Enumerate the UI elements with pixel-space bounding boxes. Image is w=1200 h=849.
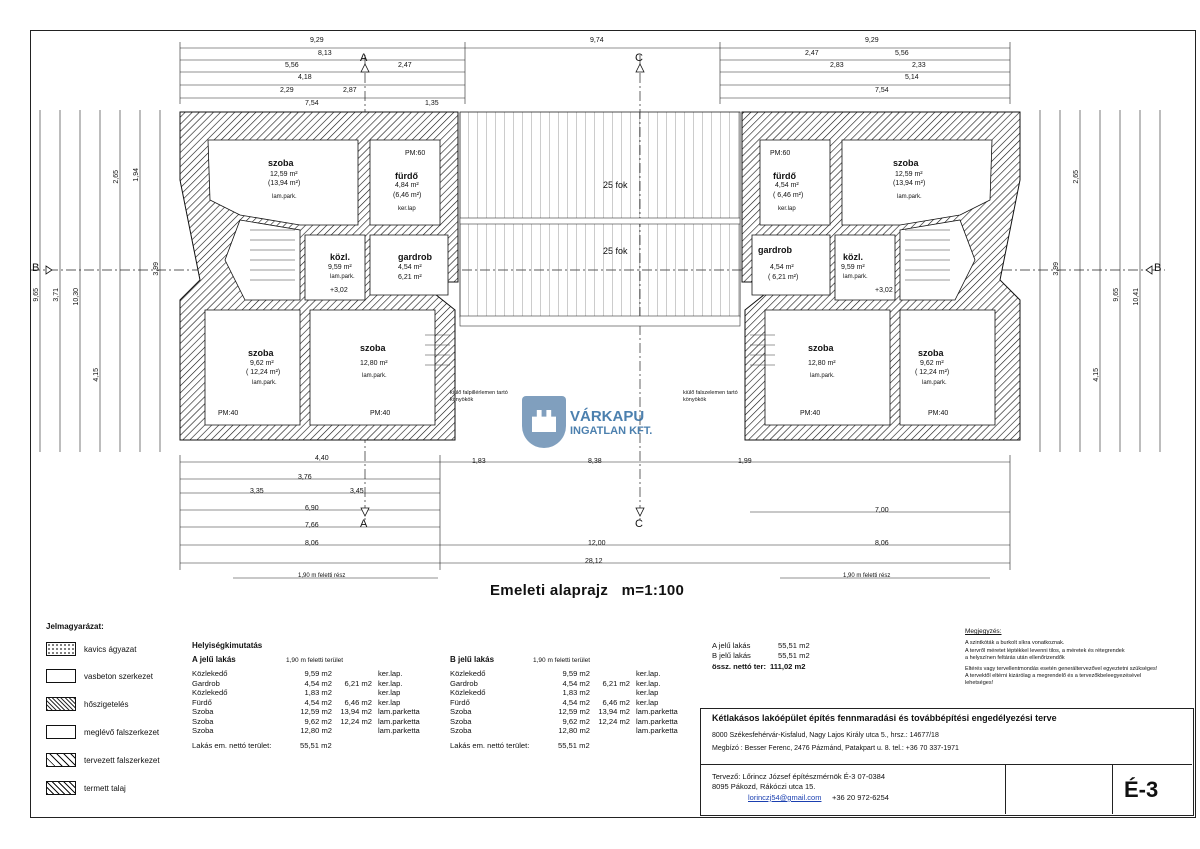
table-cell: Fürdő — [450, 697, 470, 707]
roof-area — [460, 112, 740, 326]
room-a-6-name: szoba — [360, 343, 386, 353]
table-cell: 6,21 m2 — [602, 678, 630, 688]
table-cell: lam.parketta — [378, 707, 420, 716]
legend-label: tervezett falszerkezet — [84, 755, 160, 765]
soil-swatch-icon — [46, 781, 76, 795]
table-cell: 6,21 m2 — [344, 678, 372, 688]
dim-right-5: 3,99 — [1053, 262, 1060, 276]
schedule-a-total: 55,51 m2 — [300, 741, 332, 750]
table-cell: 4,54 m2 — [304, 678, 332, 688]
room-b-4-name: gardrob — [758, 245, 793, 255]
dim-left-3: 10,30 — [73, 288, 80, 306]
table-row — [450, 707, 698, 717]
table-cell: Közlekedő — [450, 688, 486, 697]
room-b-4-area: 4,54 m² — [770, 264, 794, 271]
summary-a-value: 55,51 m2 — [778, 641, 810, 650]
top-dimension-lines — [180, 42, 1010, 104]
table-cell: 4,54 m2 — [304, 697, 332, 707]
legend-label: meglévő falszerkezet — [84, 727, 160, 737]
room-b-2-pm: PM:60 — [770, 150, 791, 157]
table-cell: ker.lap — [636, 688, 659, 697]
room-a-6-floor: lam.park. — [362, 373, 387, 379]
table-cell: 9,62 m2 — [562, 716, 590, 726]
roof-pitch-label-2: 25 fok — [603, 246, 628, 256]
dim-top-left-row3: 4,18 — [298, 74, 312, 81]
dim-left-5: 2,65 — [113, 170, 120, 184]
table-cell: Szoba — [450, 726, 472, 735]
dim-bottom-row5-right: 7,00 — [875, 507, 889, 514]
dim-right-3: 4,15 — [1093, 368, 1100, 382]
designer-email-link[interactable]: lorinczj54@gmail.com — [748, 793, 822, 802]
title-block-divider-v — [1005, 764, 1006, 814]
table-row — [450, 726, 698, 736]
legend-item-existing-wall — [46, 725, 159, 739]
dim-top-right-total: 9,29 — [865, 37, 879, 44]
room-b-2-area2: ( 6,46 m²) — [773, 192, 804, 199]
dim-left-6: 1,94 — [133, 168, 140, 182]
dim-bottom-total: 28,12 — [585, 558, 603, 565]
table-cell — [590, 688, 630, 698]
title-block-divider-v2 — [1112, 764, 1113, 814]
dim-top-right-row6: 7,54 — [875, 87, 889, 94]
dim-left-4: 4,15 — [93, 368, 100, 382]
schedule-a-table — [192, 669, 440, 736]
table-cell: Közlekedő — [450, 669, 486, 678]
table-cell — [332, 669, 372, 679]
table-cell: Szoba — [450, 707, 472, 716]
dim-top-left-row8: 1,35 — [425, 100, 439, 107]
designer-phone: +36 20 972-6254 — [832, 793, 889, 802]
dim-bottom-row3-b: 3,45 — [350, 488, 364, 495]
section-c-bottom: C — [635, 518, 643, 530]
room-a-3-floor: lam.park. — [330, 274, 355, 280]
table-cell — [590, 669, 630, 679]
dim-bottom-row2: 3,76 — [298, 474, 312, 481]
dim-top-right-row1: 2,47 — [805, 50, 819, 57]
summary-b-label: B jelű lakás — [712, 651, 751, 660]
table-cell: lam.parketta — [378, 726, 420, 735]
room-b-2-floor: ker.lap — [778, 206, 796, 212]
section-b-left: B — [32, 262, 40, 274]
table-cell: Szoba — [192, 716, 214, 726]
dim-left-7: 3,99 — [153, 262, 160, 276]
room-a-2-pm: PM:60 — [405, 150, 426, 157]
room-b-3-floor: lam.park. — [843, 274, 868, 280]
dim-bottom-row1-a: 4,40 — [315, 455, 329, 462]
height-note-right: 1,90 m feletti rész — [843, 573, 891, 579]
table-cell: ker.lap — [378, 688, 401, 697]
table-cell: 13,94 m2 — [598, 707, 630, 716]
dim-left-1: 9,65 — [33, 288, 40, 302]
project-title: Kétlakásos lakóépület építés fennmaradási és továbbépítési engedélyezési terve — [712, 713, 1057, 723]
table-cell: 6,46 m2 — [602, 697, 630, 707]
table-cell: 12,80 m2 — [558, 726, 590, 735]
schedule-b-note: 1,90 m feletti terület — [533, 657, 591, 664]
planned-wall-swatch-icon — [46, 753, 76, 767]
dim-bottom-row5: 7,66 — [305, 522, 319, 529]
table-cell: 12,80 m2 — [300, 726, 332, 735]
dim-right-4: 2,65 — [1073, 170, 1080, 184]
table-cell: lam.parketta — [636, 726, 678, 735]
table-cell: lam.parketta — [636, 716, 678, 726]
dim-bottom-row3-a: 3,35 — [250, 488, 264, 495]
table-cell: 6,46 m2 — [344, 697, 372, 707]
table-row — [450, 717, 698, 727]
table-cell: Gardrob — [450, 678, 478, 688]
dim-top-right-row4: 2,33 — [912, 62, 926, 69]
room-a-2-area: 4,84 m² — [395, 182, 419, 189]
room-a-5-area: 9,62 m² — [250, 360, 274, 367]
room-a-1-area2: (13,94 m²) — [268, 180, 301, 187]
table-cell: 12,24 m2 — [340, 716, 372, 726]
dim-bottom-row1-c: 8,38 — [588, 458, 602, 465]
dim-top-left-row1: 8,13 — [318, 50, 332, 57]
sheet-number: É-3 — [1124, 777, 1159, 802]
console-note-left: kiülő falpillérlemen tartó könyökök — [450, 390, 508, 403]
table-cell: ker.lap. — [636, 678, 661, 688]
summary-b-value: 55,51 m2 — [778, 651, 810, 660]
room-b-6-floor: lam.park. — [922, 380, 947, 386]
section-c-top: C — [635, 52, 643, 64]
legend-label: termett talaj — [84, 783, 126, 793]
room-a-4-area2: 6,21 m² — [398, 274, 422, 281]
room-a-3-area: 9,59 m² — [328, 264, 352, 271]
table-cell: 1,83 m2 — [562, 688, 590, 697]
remarks-title: Megjegyzés: — [965, 628, 1002, 635]
insulation-swatch-icon — [46, 697, 76, 711]
remarks-line: A szintkóták a burkolt síkra vonatkoznak. — [965, 640, 1065, 646]
room-a-5-floor: lam.park. — [252, 380, 277, 386]
table-row — [192, 726, 440, 736]
room-a-3-name: közl. — [330, 252, 351, 262]
room-b-6-area2: ( 12,24 m²) — [915, 369, 950, 376]
dim-top-right-row2: 5,56 — [895, 50, 909, 57]
dim-bottom-row6-c: 8,06 — [875, 540, 889, 547]
room-a-2-name: fürdő — [395, 171, 418, 181]
dim-bottom-row6-b: 12,00 — [588, 540, 606, 547]
legend-title: Jelmagyarázat: — [46, 622, 104, 631]
table-cell: Szoba — [192, 726, 214, 735]
legend-label: kavics ágyazat — [84, 644, 137, 654]
table-row — [450, 688, 698, 698]
room-a-6-area: 12,80 m² — [360, 360, 388, 367]
table-cell: Szoba — [450, 716, 472, 726]
dim-top-left-row7: 2,47 — [398, 62, 412, 69]
table-cell: 12,24 m2 — [598, 716, 630, 726]
schedule-title: Helyiségkimutatás — [192, 641, 263, 650]
dim-top-left-row6: 7,54 — [305, 100, 319, 107]
castle-shield-icon — [522, 396, 566, 448]
room-a-5-area2: ( 12,24 m²) — [246, 369, 281, 376]
dim-bottom-row1-b: 1,83 — [472, 458, 486, 465]
table-cell: 9,62 m2 — [304, 716, 332, 726]
room-b-1-area2: (13,94 m²) — [893, 180, 926, 187]
dim-top-right-row3: 2,83 — [830, 62, 844, 69]
table-row — [450, 679, 698, 689]
table-cell: ker.lap. — [636, 669, 661, 678]
summary-a-label: A jelű lakás — [712, 641, 751, 650]
table-cell — [332, 726, 372, 736]
legend-item-gravel — [46, 642, 136, 656]
remarks-line: A tervről méretet léptékkel levenni tilos, a méretek és rétegrendek — [965, 648, 1125, 654]
room-b-5-area: 12,80 m² — [808, 360, 836, 367]
logo-line2: INGATLAN KFT. — [570, 424, 653, 437]
table-row — [192, 688, 440, 698]
table-cell: 9,59 m2 — [304, 669, 332, 678]
table-cell: ker.lap. — [378, 669, 403, 678]
room-b-4-area2: ( 6,21 m²) — [768, 274, 799, 281]
table-row — [192, 707, 440, 717]
table-cell — [590, 726, 630, 736]
summary-total-value: 111,02 m2 — [770, 662, 806, 671]
table-cell: 1,83 m2 — [304, 688, 332, 697]
dim-bottom-row1-d: 1,99 — [738, 458, 752, 465]
table-cell: 12,59 m2 — [300, 707, 332, 716]
table-cell — [332, 688, 372, 698]
room-a-2-area2: (6,46 m²) — [393, 192, 422, 199]
window-b-1: PM:40 — [800, 410, 821, 417]
remarks-line: A tervektől eltérni kizárólag a megrendelő és a tervezőkbeleegyezésével — [965, 673, 1142, 679]
dim-top-left-row5: 2,87 — [343, 87, 357, 94]
table-row — [192, 717, 440, 727]
dim-top-left-total: 9,29 — [310, 37, 324, 44]
schedule-a-note: 1,90 m feletti terület — [286, 657, 344, 664]
room-b-6-area: 9,62 m² — [920, 360, 944, 367]
remarks-line: a helyszínen feltárás után ellenőrizendők — [965, 655, 1065, 661]
remarks-line: lehetséges! — [965, 680, 994, 686]
designer-address: 8095 Pákozd, Rákóczi utca 15. — [712, 782, 816, 791]
room-b-1-floor: lam.park. — [897, 194, 922, 200]
table-cell: ker.lap — [378, 697, 401, 707]
logo-line1: VÁRKAPU — [570, 407, 645, 425]
table-cell: lam.parketta — [378, 716, 420, 726]
table-cell: 4,54 m2 — [562, 678, 590, 688]
table-row — [192, 698, 440, 708]
schedule-a-total-label: Lakás em. nettó terület: — [192, 741, 272, 750]
legend-label: vasbeton szerkezet — [84, 671, 153, 681]
room-a-1-floor: lam.park. — [272, 194, 297, 200]
height-note-left: 1,90 m feletti rész — [298, 573, 346, 579]
table-cell: 4,54 m2 — [562, 697, 590, 707]
section-a-bottom: A — [360, 518, 368, 530]
table-cell: lam.parketta — [636, 707, 678, 716]
summary-total-label: össz. nettó ter: — [712, 662, 767, 671]
table-cell: 12,59 m2 — [558, 707, 590, 716]
room-a-1-area: 12,59 m² — [270, 171, 298, 178]
room-b-2-name: fürdő — [773, 171, 796, 181]
table-cell: Fürdő — [192, 697, 212, 707]
table-cell: Szoba — [192, 707, 214, 716]
legend-label: hőszigetelés — [84, 699, 129, 709]
legend-item-concrete — [46, 669, 153, 683]
table-row — [450, 698, 698, 708]
room-b-2-area: 4,54 m² — [775, 182, 799, 189]
schedule-b-total: 55,51 m2 — [558, 741, 590, 750]
drawing-title: Emeleti alaprajz m=1:100 — [490, 582, 685, 599]
company-logo — [522, 396, 652, 448]
schedule-a-title: A jelű lakás — [192, 655, 236, 664]
dim-top-mid-total: 9,74 — [590, 37, 604, 44]
room-a-5-name: szoba — [248, 348, 274, 358]
room-b-3-area: 9,59 m² — [841, 264, 865, 271]
dim-bottom-row6-a: 8,06 — [305, 540, 319, 547]
table-cell: 13,94 m2 — [340, 707, 372, 716]
section-b-right: B — [1154, 262, 1162, 274]
dim-bottom-row4: 6,90 — [305, 505, 319, 512]
table-cell: ker.lap — [636, 697, 659, 707]
concrete-swatch-icon — [46, 669, 76, 683]
table-row — [192, 669, 440, 679]
room-a-2-floor: ker.lap — [398, 206, 416, 212]
room-a-4-area: 4,54 m² — [398, 264, 422, 271]
legend-item-planned-wall — [46, 753, 160, 767]
schedule-b-title: B jelű lakás — [450, 655, 495, 664]
room-a-4-name: gardrob — [398, 252, 433, 262]
existing-wall-swatch-icon — [46, 725, 76, 739]
table-cell: ker.lap. — [378, 678, 403, 688]
room-b-3-name: közl. — [843, 252, 864, 262]
window-b-2: PM:40 — [928, 410, 949, 417]
dim-left-2: 3,71 — [53, 288, 60, 302]
room-b-1-area: 12,59 m² — [895, 171, 923, 178]
room-b-5-name: szoba — [808, 343, 834, 353]
dim-right-1: 10,41 — [1133, 288, 1140, 306]
legend-item-soil — [46, 781, 126, 795]
schedule-b-total-label: Lakás em. nettó terület: — [450, 741, 530, 750]
table-row — [450, 669, 698, 679]
window-a-2: PM:40 — [370, 410, 391, 417]
table-cell: Közlekedő — [192, 688, 228, 697]
room-a-1-name: szoba — [268, 158, 294, 168]
remarks-line: Eltérés vagy tervellentmondás esetén generáltervezővel egyeztetni szükséges! — [965, 666, 1158, 672]
dim-top-right-row5: 5,14 — [905, 74, 919, 81]
table-row — [192, 679, 440, 689]
room-b-6-name: szoba — [918, 348, 944, 358]
room-b-5-floor: lam.park. — [810, 373, 835, 379]
designer-name: Tervező: Lőrincz József építészmérnök É-3 07-0384 — [712, 772, 886, 781]
level-mark-a: +3,02 — [330, 287, 348, 294]
client-info: Megbízó : Besser Ferenc, 2476 Pázmánd, Patakpart u. 8. tel.: +36 70 337-1971 — [712, 745, 959, 752]
window-a-1: PM:40 — [218, 410, 239, 417]
dim-top-left-row4: 2,29 — [280, 87, 294, 94]
schedule-b-table — [450, 669, 698, 736]
table-cell: Gardrob — [192, 678, 220, 688]
roof-pitch-label-1: 25 fok — [603, 180, 628, 190]
dim-top-left-row2: 5,56 — [285, 62, 299, 69]
gravel-swatch-icon — [46, 642, 76, 656]
project-address: 8000 Székesfehérvár-Kisfalud, Nagy Lajos Király utca 5., hrsz.: 14677/18 — [712, 732, 939, 739]
console-note-right: kiülő falszelemen tartó könyökök — [683, 390, 738, 403]
table-cell: 9,59 m2 — [562, 669, 590, 678]
table-cell: Közlekedő — [192, 669, 228, 678]
dim-right-2: 9,65 — [1113, 288, 1120, 302]
level-mark-b: +3,02 — [875, 287, 893, 294]
room-b-1-name: szoba — [893, 158, 919, 168]
legend-item-insulation — [46, 697, 128, 711]
section-a-top: A — [360, 52, 368, 64]
